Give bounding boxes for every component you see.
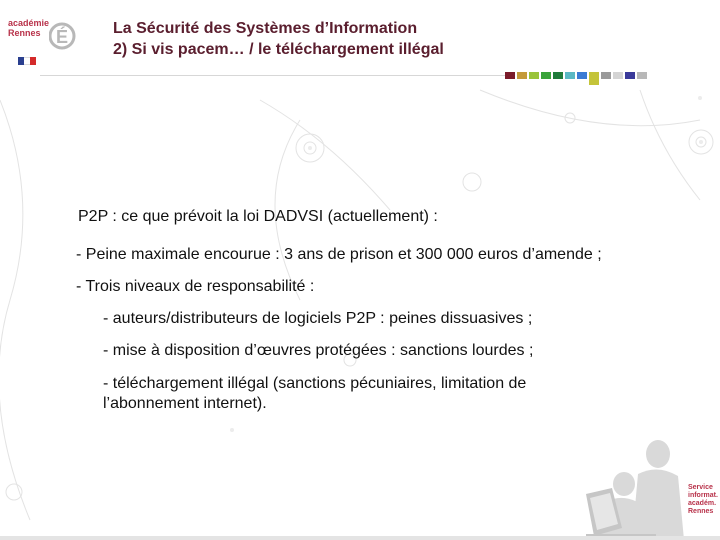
slide-title-line1: La Sécurité des Systèmes d’Information xyxy=(113,20,418,37)
slide-title-line2: 2) Si vis pacem… / le téléchargement illégal xyxy=(113,41,444,58)
color-bar-swatch xyxy=(625,72,635,79)
color-bar-swatch xyxy=(637,72,647,79)
color-bar-swatch xyxy=(541,72,551,79)
content-line-1: P2P : ce que prévoit la loi DADVSI (actuellement) : xyxy=(78,208,438,225)
academie-rennes-logo xyxy=(8,14,78,68)
color-bar-swatch xyxy=(517,72,527,79)
svg-text:É: É xyxy=(55,27,69,47)
color-bar-swatch xyxy=(589,72,599,85)
color-bar-swatch xyxy=(505,72,515,79)
content-line-3: - Trois niveaux de responsabilité : xyxy=(76,278,315,295)
color-bar-swatch xyxy=(613,72,623,79)
color-bar-swatch xyxy=(577,72,587,79)
content-line-4: - auteurs/distributeurs de logiciels P2P : peines dissuasives ; xyxy=(103,310,533,327)
bottom-border xyxy=(0,536,720,540)
color-bar xyxy=(40,72,690,79)
service-logo-line2: informat. xyxy=(688,492,718,499)
logo-text xyxy=(8,18,50,38)
service-informatique-logo xyxy=(688,484,720,516)
content-line-2: - Peine maximale encourue : 3 ans de prison et 300 000 euros d’amende ; xyxy=(76,246,602,263)
color-bar-swatches xyxy=(505,72,647,79)
logo-e-icon xyxy=(49,14,77,54)
service-logo-line3: académ. xyxy=(688,500,717,507)
french-flag-icon xyxy=(18,57,36,65)
color-bar-swatch xyxy=(553,72,563,79)
logo-text-line2: Rennes xyxy=(8,28,41,38)
color-bar-swatch xyxy=(529,72,539,79)
color-bar-swatch xyxy=(565,72,575,79)
color-bar-swatch xyxy=(601,72,611,79)
content-line-6: - téléchargement illégal (sanctions pécuniaires, limitation de l’abonnement internet). xyxy=(103,375,527,412)
service-logo-line1: Service xyxy=(688,484,713,491)
logo-text-line1: académie xyxy=(8,18,50,28)
color-bar-rule xyxy=(40,75,505,76)
content-line-5: - mise à disposition d’œuvres protégées : sanctions lourdes ; xyxy=(103,342,534,359)
service-logo-line4: Rennes xyxy=(688,508,714,515)
